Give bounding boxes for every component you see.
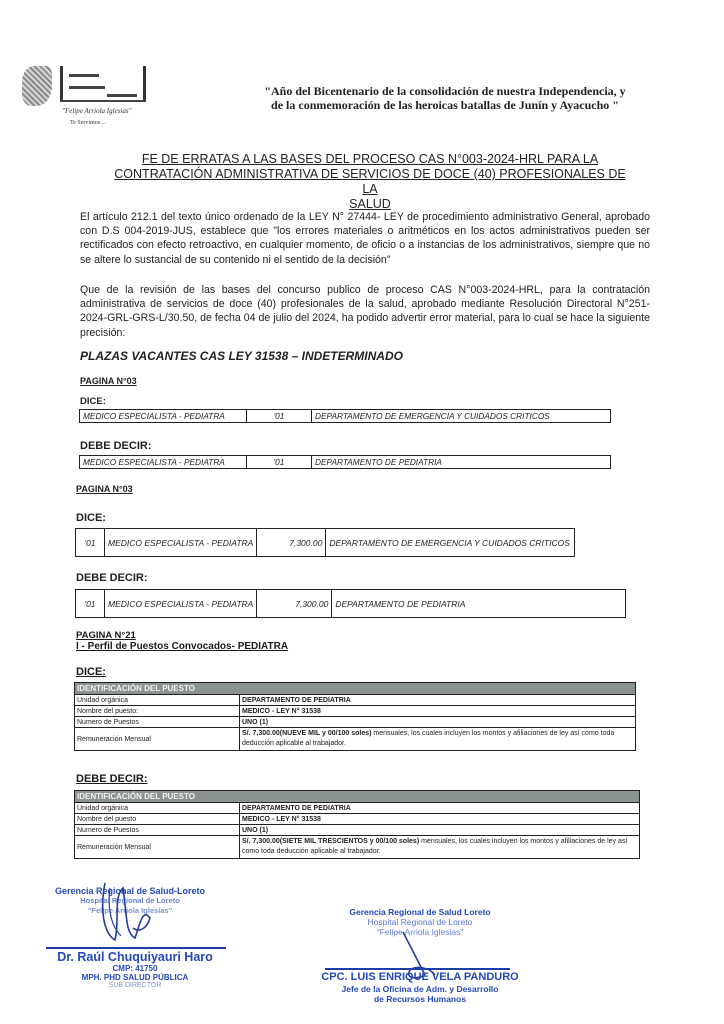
- signer-degree: MPH. PHD SALUD PÚBLICA: [81, 973, 189, 982]
- salary-amount: S/. 7,300.00(NUEVE MIL y 00/100 soles): [242, 730, 372, 737]
- table-header: IDENTIFICACIÓN DEL PUESTO: [75, 683, 636, 695]
- department-cell: DEPARTAMENTO DE PEDIATRIA: [312, 456, 611, 469]
- row-value: DEPARTAMENTO DE PEDIATRIA: [240, 803, 640, 814]
- dice-label-1: DICE:: [80, 396, 106, 407]
- row-label: Unidad orgánica: [75, 695, 240, 706]
- logo-tagline: Te Servimos ...: [70, 120, 107, 126]
- table-row: [75, 803, 640, 814]
- right-signer: [310, 971, 530, 1004]
- salary-amount: S/. 7,300.00(SIETE MIL TRESCIENTOS y 00/100 soles): [242, 838, 420, 845]
- stamp-line-2: Hospital Regional de Loreto: [367, 917, 473, 927]
- row-label: Nombre del puesto:: [75, 706, 240, 717]
- row-label: Numero de Puestos: [75, 717, 240, 728]
- motto-line-2: de la conmemoración de las heroicas batallas de Junín y Ayacucho ": [271, 98, 619, 112]
- row-value: MEDICO - LEY N° 31538: [240, 706, 636, 717]
- document-title: [110, 152, 630, 212]
- debe-decir-label-1: DEBE DECIR:: [80, 440, 152, 452]
- signer-role-line-1: Jefe de la Oficina de Adm. y Desarrollo: [341, 984, 499, 994]
- signer-cmp: CMP: 41750: [112, 964, 158, 973]
- row-label: Unidad orgánica: [75, 803, 240, 814]
- loreto-map-icon: [22, 66, 52, 106]
- row-value: UNO (1): [240, 825, 640, 836]
- row-value: [240, 728, 636, 751]
- department-cell: DEPARTAMENTO DE PEDIATRIA: [332, 590, 626, 618]
- left-signature-line: [46, 947, 226, 949]
- debe-decir-label-2: DEBE DECIR:: [76, 572, 148, 584]
- stamp-line-3: "Felipe Arriola Iglesias": [87, 906, 173, 915]
- dice-table-2: [75, 528, 575, 557]
- quantity-cell: '01: [76, 529, 105, 557]
- dice-label-2: DICE:: [76, 512, 106, 524]
- revision-paragraph: Que de la revisión de las bases del concurso publico de proceso CAS N°003-2024-HRL, para la contratación administrativa de servicios de doce (40) profesionales de la salud, aprobado mediante Resolución Directoral N°251-2024-GRL-GRS-L/30.50, de fecha 04 de julio del 2024, ha podido advertir error material, para lo cual se hace la siguiente precisión:: [80, 284, 650, 339]
- title-line-2: CONTRATACIÓN ADMINISTRATIVA DE SERVICIOS DE DOCE (40) PROFESIONALES DE LA: [114, 167, 626, 196]
- position-cell: MEDICO ESPECIALISTA - PEDIATRA: [80, 456, 247, 469]
- left-signer: [30, 950, 240, 990]
- page-ref-3: PAGINA N°21: [76, 630, 136, 641]
- row-value: [240, 836, 640, 859]
- page-ref-1: PAGINA N°03: [80, 376, 137, 386]
- left-signature-icon: [95, 878, 155, 948]
- year-motto: [225, 84, 665, 112]
- table-row: [75, 836, 640, 859]
- salary-description: mensuales, los cuales incluyen los montos y afiliaciones de ley así como toda deducción aplicable al trabajador.: [242, 838, 628, 855]
- hospital-logo-icon: [60, 66, 146, 100]
- section-heading: PLAZAS VACANTES CAS LEY 31538 – INDETERMINADO: [80, 349, 403, 363]
- row-label: Numero de Puestos: [75, 825, 240, 836]
- stamp-line-1: Gerencia Regional de Salud-Loreto: [54, 886, 206, 896]
- row-label: Remuneración Mensual: [75, 836, 240, 859]
- page-ref-2: PAGINA N°03: [76, 484, 133, 494]
- table-row: [75, 728, 636, 751]
- signer-role: SUB DIRECTOR: [108, 982, 162, 989]
- table-row: [75, 706, 636, 717]
- profile-subtitle: I - Perfil de Puestos Convocados- PEDIATRA: [76, 641, 289, 652]
- signer-name: CPC. LUIS ENRIQUE VELA PANDURO: [321, 971, 519, 983]
- signer-role-line-2: de Recursos Humanos: [373, 994, 467, 1004]
- debe-decir-table-1: [79, 455, 611, 469]
- quantity-cell: '01: [76, 590, 105, 618]
- title-line-3: SALUD: [349, 197, 391, 211]
- row-label: Nombre del puesto: [75, 814, 240, 825]
- row-label: Remuneración Mensual: [75, 728, 240, 751]
- stamp-line-3: "Felipe Arriola Iglesias": [376, 927, 464, 937]
- row-value: MEDICO - LEY N° 31538: [240, 814, 640, 825]
- stamp-line-2: Hospital Regional de Loreto: [80, 896, 180, 905]
- position-cell: MEDICO ESPECIALISTA - PEDIATRA: [80, 410, 247, 423]
- debe-decir-identification-table: [74, 790, 640, 859]
- dice-label-3: DICE:: [76, 666, 106, 678]
- table-header: IDENTIFICACIÓN DEL PUESTO: [75, 791, 640, 803]
- table-row: [75, 825, 640, 836]
- department-cell: DEPARTAMENTO DE EMERGENCIA Y CUIDADOS CRITICOS: [326, 529, 575, 557]
- hospital-logo: [22, 62, 152, 134]
- salary-cell: 7,300.00: [257, 590, 332, 618]
- signer-name: Dr. Raúl Chuquiyauri Haro: [57, 950, 213, 964]
- salary-description: mensuales, los cuales incluyen los montos y afiliaciones de ley así como toda deducción aplicable al trabajador.: [242, 730, 615, 747]
- position-cell: MEDICO ESPECIALISTA - PEDIATRA: [105, 590, 257, 618]
- table-row: [75, 717, 636, 728]
- stamp-line-1: Gerencia Regional de Salud Loreto: [349, 907, 491, 917]
- table-row: [75, 814, 640, 825]
- title-line-1: FE DE ERRATAS A LAS BASES DEL PROCESO CAS N°003-2024-HRL PARA LA: [141, 152, 599, 166]
- logo-caption: "Felipe Arriola Iglesias": [62, 107, 132, 115]
- position-cell: MEDICO ESPECIALISTA - PEDIATRA: [105, 529, 257, 557]
- dice-table-1: [79, 409, 611, 423]
- motto-line-1: "Año del Bicentenario de la consolidación de nuestra Independencia, y: [264, 84, 626, 98]
- quantity-cell: '01: [247, 456, 312, 469]
- dice-identification-table: [74, 682, 636, 751]
- debe-decir-label-3: [76, 773, 148, 785]
- legal-basis-paragraph: El artículo 212.1 del texto único ordenado de la LEY N° 27444- LEY de procedimiento administrativo General, aprobado con D.S 004-2019-JUS, establece que "los errores materiales o aritméticos en los actos administrativos pueden ser rectificados con efecto retroactivo, en cualquier momento, de oficio o a instancias de los administrativos, siempre que no se altere lo sustancial de su contenido ni el sentido de la decisión": [80, 211, 650, 266]
- salary-cell: 7,300.00: [257, 529, 326, 557]
- row-value: DEPARTAMENTO DE PEDIATRIA: [240, 695, 636, 706]
- debe-decir-text: DEBE DECIR:: [76, 773, 148, 785]
- department-cell: DEPARTAMENTO DE EMERGENCIA Y CUIDADOS CRITICOS: [312, 410, 611, 423]
- table-row: [75, 695, 636, 706]
- row-value: UNO (1): [240, 717, 636, 728]
- debe-decir-table-2: [75, 589, 626, 618]
- right-signature-line: [325, 968, 510, 970]
- quantity-cell: '01: [247, 410, 312, 423]
